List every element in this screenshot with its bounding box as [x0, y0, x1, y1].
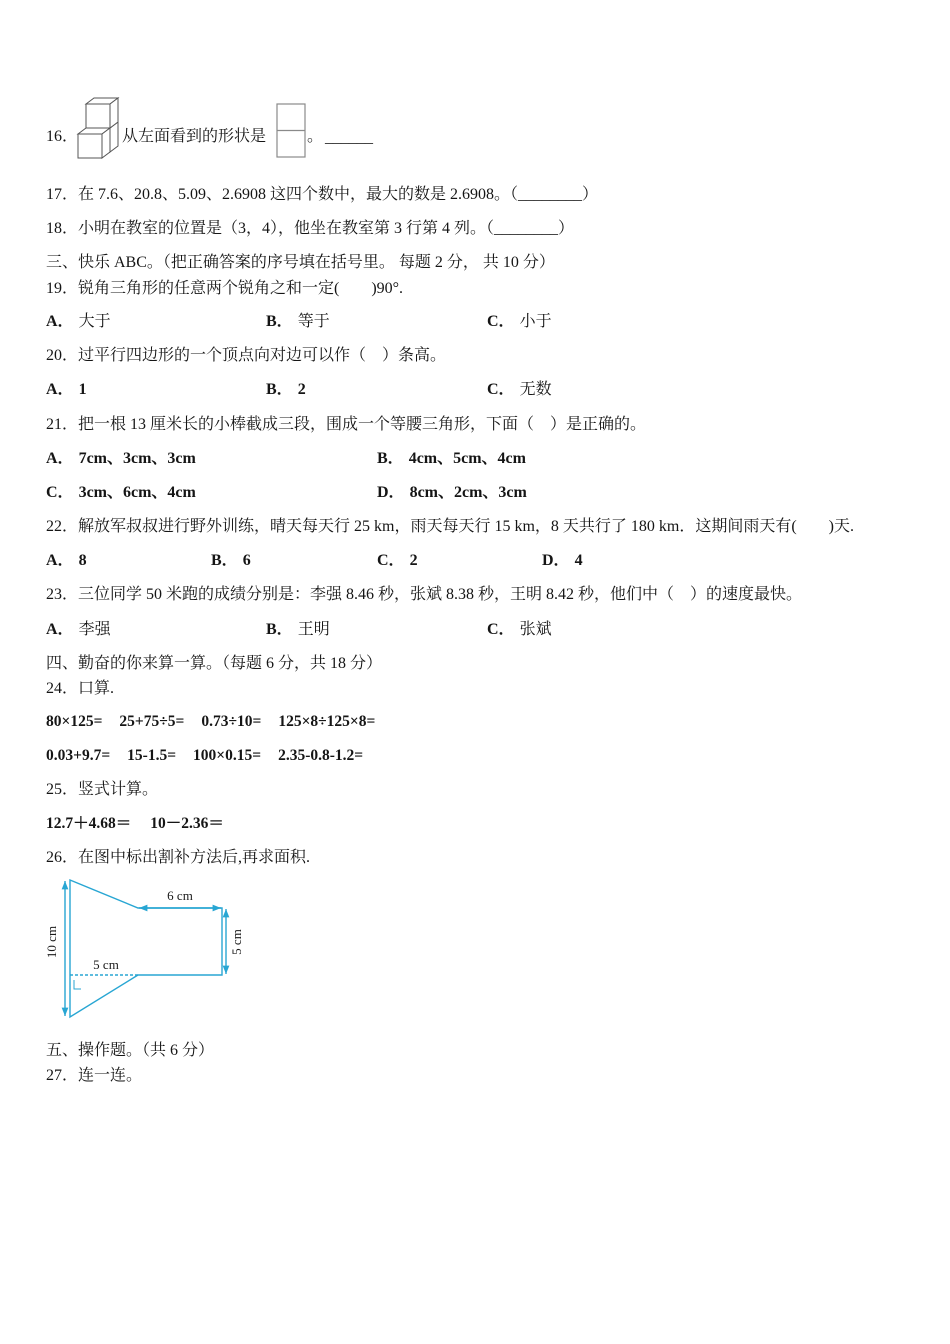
q18-text: 18．小明在教室的位置是（3，4），他坐在教室第 3 行第 4 列。（________） — [46, 220, 575, 237]
q16-answer-blank: ______ — [325, 129, 373, 146]
q23-option-a — [46, 620, 111, 640]
option-letter: B． — [377, 450, 404, 467]
option-text: 8 — [78, 552, 87, 569]
option-text: 大于 — [78, 313, 111, 330]
option-text: 1 — [78, 381, 87, 398]
figure-lines — [65, 880, 226, 1017]
option-text: 7cm、3cm、3cm — [78, 450, 196, 467]
option-text: 8cm、2cm、3cm — [409, 484, 527, 501]
option-text: 等于 — [297, 313, 330, 330]
label-middle-5cm: 5 cm — [93, 957, 119, 972]
top-cube-front-face — [86, 104, 110, 128]
bottom-cube-front-face — [78, 134, 102, 158]
option-letter: A． — [46, 313, 74, 330]
q20-stem: 20．过平行四边形的一个顶点向对边可以作（ ）条高。 — [46, 347, 447, 364]
q16-number: 16． — [46, 128, 79, 145]
q25-stem: 25．竖式计算。 — [46, 781, 159, 798]
q21-option-a — [46, 449, 196, 469]
q19-option-b — [266, 312, 330, 332]
q24-row-2 — [46, 746, 363, 766]
option-text: 小于 — [519, 313, 552, 330]
q20-option-c — [487, 380, 552, 400]
label-right-5cm: 5 cm — [228, 929, 244, 955]
option-letter: D． — [542, 552, 570, 569]
option-letter: C． — [487, 621, 515, 638]
q21-option-c — [46, 483, 196, 503]
calc-item: 125×8÷125×8= — [278, 713, 376, 730]
option-letter: A． — [46, 552, 74, 569]
option-text: 2 — [409, 552, 418, 569]
section5-heading: 五、操作题。（共 6 分） — [46, 1042, 215, 1059]
cubes-group — [78, 98, 118, 158]
calc-item: 12.7＋4.68＝ — [46, 815, 132, 832]
option-text: 4cm、5cm、4cm — [408, 450, 526, 467]
option-letter: D． — [377, 484, 405, 501]
calc-item: 25+75÷5= — [119, 713, 185, 730]
q22-option-d — [542, 551, 583, 571]
option-text: 李强 — [78, 621, 111, 638]
option-letter: B． — [266, 621, 293, 638]
option-letter: C． — [487, 381, 515, 398]
calc-item: 10－2.36＝ — [150, 815, 224, 832]
q22-stem: 22．解放军叔叔进行野外训练，晴天每天行 25 km，雨天每天行 15 km，8 天共行了 180 km．这期间雨天有( )天. — [46, 518, 854, 535]
calc-item: 0.73÷10= — [201, 713, 262, 730]
option-letter: C． — [487, 313, 515, 330]
calc-item: 2.35-0.8-1.2= — [278, 747, 364, 764]
option-letter: B． — [266, 313, 293, 330]
calc-item: 15-1.5= — [127, 747, 177, 764]
q17-text: 17．在 7.6、20.8、5.09、2.6908 这四个数中，最大的数是 2.6908。（________） — [46, 186, 599, 203]
q16-suffix: 。 — [307, 128, 324, 145]
option-letter: A． — [46, 621, 74, 638]
option-letter: A． — [46, 381, 74, 398]
q19-option-a — [46, 312, 111, 332]
q25-row — [46, 814, 224, 834]
calc-item: 0.03+9.7= — [46, 747, 111, 764]
option-text: 3cm、6cm、4cm — [78, 484, 196, 501]
option-letter: B． — [211, 552, 238, 569]
label-left-10cm: 10 cm — [43, 925, 59, 959]
q20-option-a — [46, 380, 87, 400]
stacked-cubes-figure — [76, 97, 122, 160]
bottom-cube-right-face — [102, 128, 110, 158]
figure-outline — [70, 880, 222, 1017]
q24-row-1 — [46, 712, 375, 732]
option-letter: C． — [46, 484, 74, 501]
calc-item: 100×0.15= — [193, 747, 262, 764]
calc-item: 80×125= — [46, 713, 103, 730]
q22-option-c — [377, 551, 418, 571]
option-text: 2 — [297, 381, 306, 398]
option-text: 4 — [574, 552, 583, 569]
top-cube-right-face — [110, 98, 118, 128]
option-text: 无数 — [519, 381, 552, 398]
composite-trapezoid-figure — [40, 870, 260, 1030]
q24-stem: 24．口算. — [46, 680, 115, 697]
q19-option-c — [487, 312, 552, 332]
label-top-6cm: 6 cm — [167, 888, 193, 903]
q19-stem: 19．锐角三角形的任意两个锐角之和一定( )90°. — [46, 280, 404, 297]
left-view-answer-figure — [275, 102, 309, 160]
q21-stem: 21．把一根 13 厘米长的小棒截成三段，围成一个等腰三角形，下面（ ）是正确的。 — [46, 416, 647, 433]
option-letter: A． — [46, 450, 74, 467]
right-angle-mark — [74, 980, 81, 989]
option-text: 6 — [242, 552, 251, 569]
q23-option-c — [487, 620, 552, 640]
option-letter: B． — [266, 381, 293, 398]
section3-heading: 三、快乐 ABC。（把正确答案的序号填在括号里。 每题 2 分， 共 10 分） — [46, 254, 555, 271]
q21-option-b — [377, 449, 526, 469]
q23-stem: 23．三位同学 50 米跑的成绩分别是：李强 8.46 秒，张斌 8.38 秒，王明 8.42 秒，他们中（ ）的速度最快。 — [46, 586, 803, 603]
q16-text: 从左面看到的形状是 — [122, 128, 267, 145]
answer-figure-group — [277, 104, 305, 157]
option-text: 王明 — [297, 621, 330, 638]
q22-option-a — [46, 551, 87, 571]
q26-stem: 26．在图中标出割补方法后,再求面积. — [46, 849, 311, 866]
section4-heading: 四、勤奋的你来算一算。（每题 6 分，共 18 分） — [46, 655, 383, 672]
q22-option-b — [211, 551, 251, 571]
q20-option-b — [266, 380, 306, 400]
q23-option-b — [266, 620, 330, 640]
q27-stem: 27．连一连。 — [46, 1067, 143, 1084]
option-letter: C． — [377, 552, 405, 569]
q21-option-d — [377, 483, 527, 503]
option-text: 张斌 — [519, 621, 552, 638]
